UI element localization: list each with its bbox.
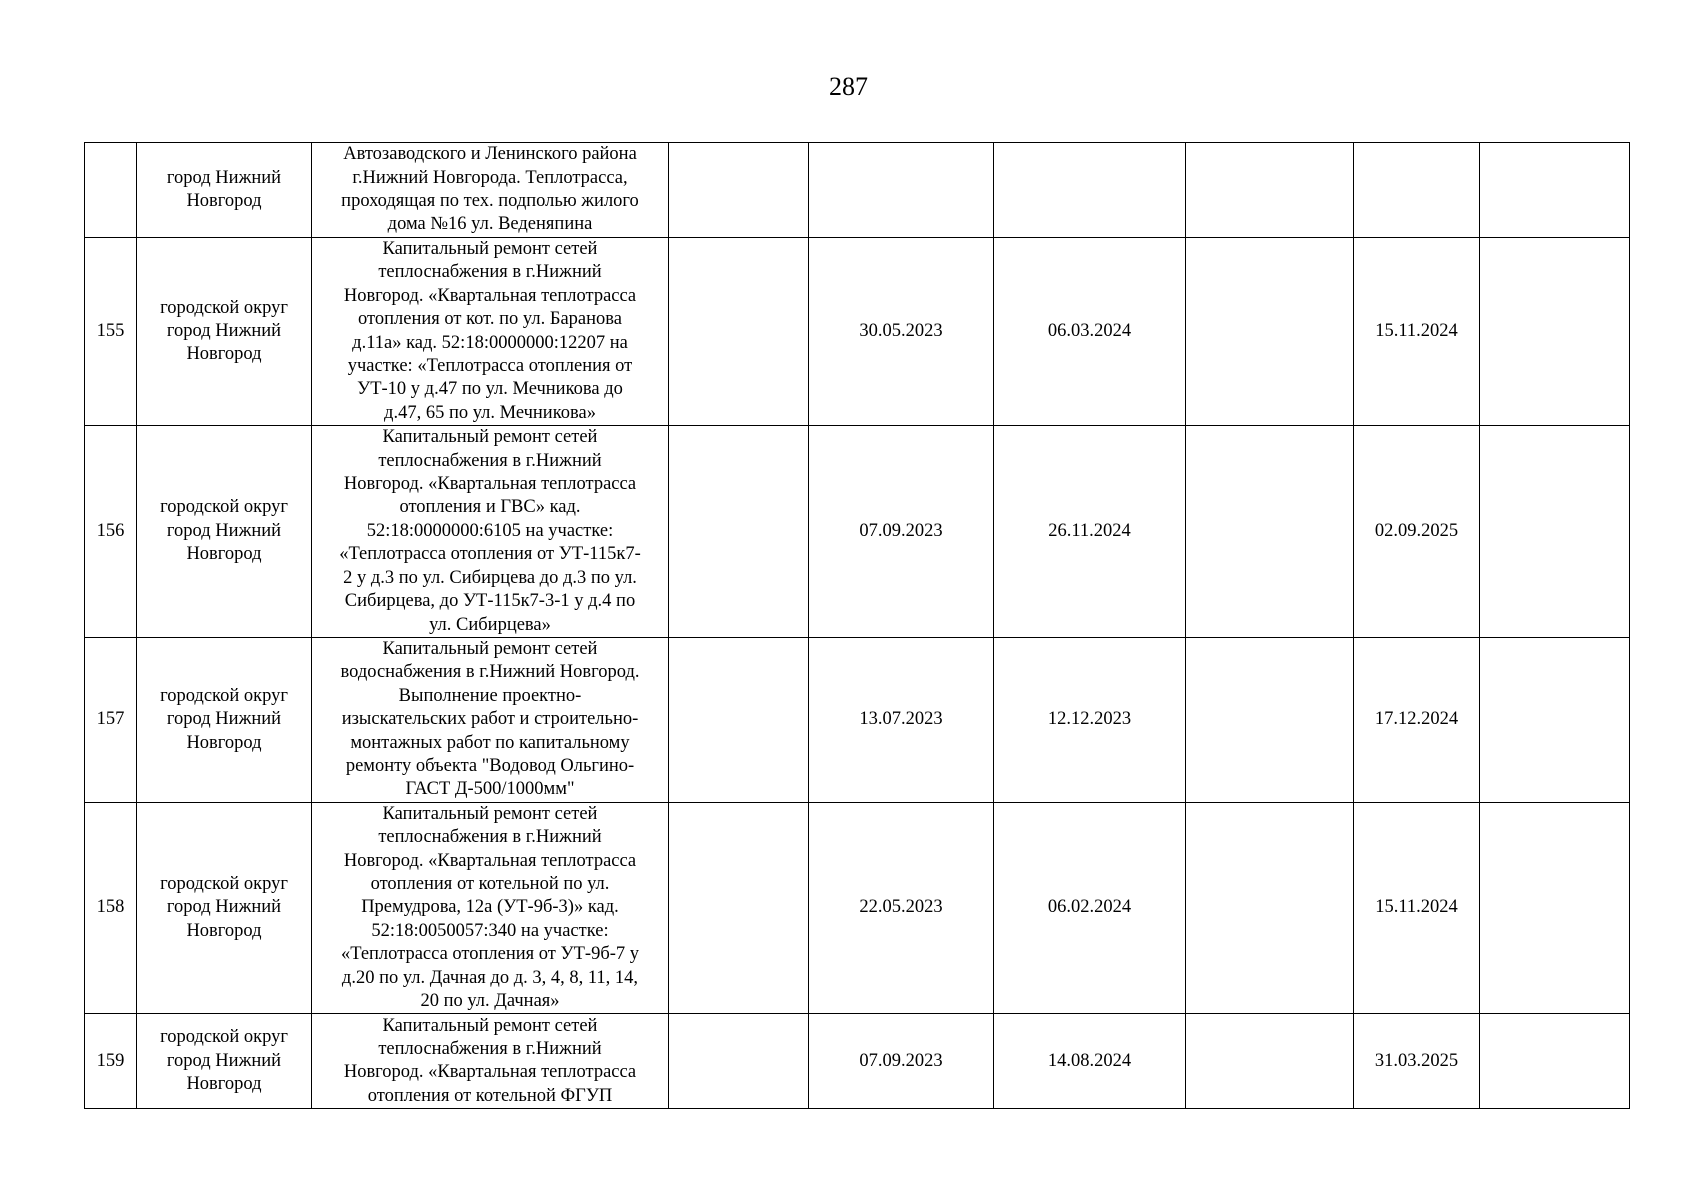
empty-cell xyxy=(669,238,809,426)
empty-cell xyxy=(1480,143,1630,238)
date-mid-cell: 12.12.2023 xyxy=(994,637,1186,802)
date-start-cell: 13.07.2023 xyxy=(809,637,994,802)
empty-cell xyxy=(669,426,809,638)
date-start-cell: 07.09.2023 xyxy=(809,1014,994,1109)
date-start-cell: 22.05.2023 xyxy=(809,802,994,1014)
table-row xyxy=(85,1014,1630,1109)
row-number-cell: 155 xyxy=(85,238,137,426)
row-number-cell: 158 xyxy=(85,802,137,1014)
empty-cell xyxy=(1186,238,1354,426)
empty-cell xyxy=(1186,802,1354,1014)
empty-cell xyxy=(1186,1014,1354,1109)
registry-table xyxy=(84,142,1630,1109)
municipality-cell: городской округ город Нижний Новгород xyxy=(137,802,312,1014)
table-row xyxy=(85,238,1630,426)
municipality-cell: городской округ город Нижний Новгород xyxy=(137,426,312,638)
page-number: 287 xyxy=(829,72,868,101)
date-start-cell: 30.05.2023 xyxy=(809,238,994,426)
empty-cell xyxy=(1480,802,1630,1014)
empty-cell xyxy=(669,143,809,238)
description-cell: Капитальный ремонт сетей теплоснабжения в г.Нижний Новгород. «Квартальная теплотрасса отопления от котельной по ул. Премудрова, 12а (УТ-9б-3)» кад. 52:18:0050057:340 на участке: «Теплотрасса отопления от УТ-9б-7 у д.20 по ул. Дачная до д. 3, 4, 8, 11, 14, 20 по ул. Дачная» xyxy=(312,802,669,1014)
date-end-cell xyxy=(1354,143,1480,238)
municipality-cell: городской округ город Нижний Новгород xyxy=(137,1014,312,1109)
empty-cell xyxy=(1186,426,1354,638)
row-number-cell xyxy=(85,143,137,238)
row-number-cell: 157 xyxy=(85,637,137,802)
municipality-cell: городской округ город Нижний Новгород xyxy=(137,238,312,426)
table-row xyxy=(85,802,1630,1014)
date-mid-cell: 06.02.2024 xyxy=(994,802,1186,1014)
row-number-cell: 156 xyxy=(85,426,137,638)
date-end-cell: 31.03.2025 xyxy=(1354,1014,1480,1109)
date-mid-cell: 06.03.2024 xyxy=(994,238,1186,426)
date-end-cell: 02.09.2025 xyxy=(1354,426,1480,638)
table-row xyxy=(85,637,1630,802)
date-start-cell: 07.09.2023 xyxy=(809,426,994,638)
date-mid-cell: 14.08.2024 xyxy=(994,1014,1186,1109)
table-row xyxy=(85,426,1630,638)
table-row xyxy=(85,143,1630,238)
date-end-cell: 15.11.2024 xyxy=(1354,238,1480,426)
empty-cell xyxy=(1480,238,1630,426)
description-cell: Капитальный ремонт сетей теплоснабжения в г.Нижний Новгород. «Квартальная теплотрасса отопления и ГВС» кад. 52:18:0000000:6105 на участке: «Теплотрасса отопления от УТ-115к7- 2 у д.3 по ул. Сибирцева до д.3 по ул. Сибирцева, до УТ-115к7-3-1 у д.4 по ул. Сибирцева» xyxy=(312,426,669,638)
empty-cell xyxy=(1186,143,1354,238)
date-mid-cell: 26.11.2024 xyxy=(994,426,1186,638)
empty-cell xyxy=(1480,1014,1630,1109)
municipality-cell: город Нижний Новгород xyxy=(137,143,312,238)
date-start-cell xyxy=(809,143,994,238)
date-end-cell: 15.11.2024 xyxy=(1354,802,1480,1014)
empty-cell xyxy=(1480,426,1630,638)
empty-cell xyxy=(669,637,809,802)
description-cell: Автозаводского и Ленинского района г.Нижний Новгорода. Теплотрасса, проходящая по тех. подполью жилого дома №16 ул. Веденяпина xyxy=(312,143,669,238)
description-cell: Капитальный ремонт сетей водоснабжения в г.Нижний Новгород. Выполнение проектно- изыскательских работ и строительно- монтажных работ по капитальному ремонту объекта "Водовод Ольгино- ГАСТ Д-500/1000мм" xyxy=(312,637,669,802)
description-cell: Капитальный ремонт сетей теплоснабжения в г.Нижний Новгород. «Квартальная теплотрасса отопления от котельной ФГУП xyxy=(312,1014,669,1109)
row-number-cell: 159 xyxy=(85,1014,137,1109)
description-cell: Капитальный ремонт сетей теплоснабжения в г.Нижний Новгород. «Квартальная теплотрасса отопления от кот. по ул. Баранова д.11а» кад. 52:18:0000000:12207 на участке: «Теплотрасса отопления от УТ-10 у д.47 по ул. Мечникова до д.47, 65 по ул. Мечникова» xyxy=(312,238,669,426)
date-end-cell: 17.12.2024 xyxy=(1354,637,1480,802)
empty-cell xyxy=(1186,637,1354,802)
empty-cell xyxy=(669,802,809,1014)
empty-cell xyxy=(1480,637,1630,802)
empty-cell xyxy=(669,1014,809,1109)
date-mid-cell xyxy=(994,143,1186,238)
municipality-cell: городской округ город Нижний Новгород xyxy=(137,637,312,802)
